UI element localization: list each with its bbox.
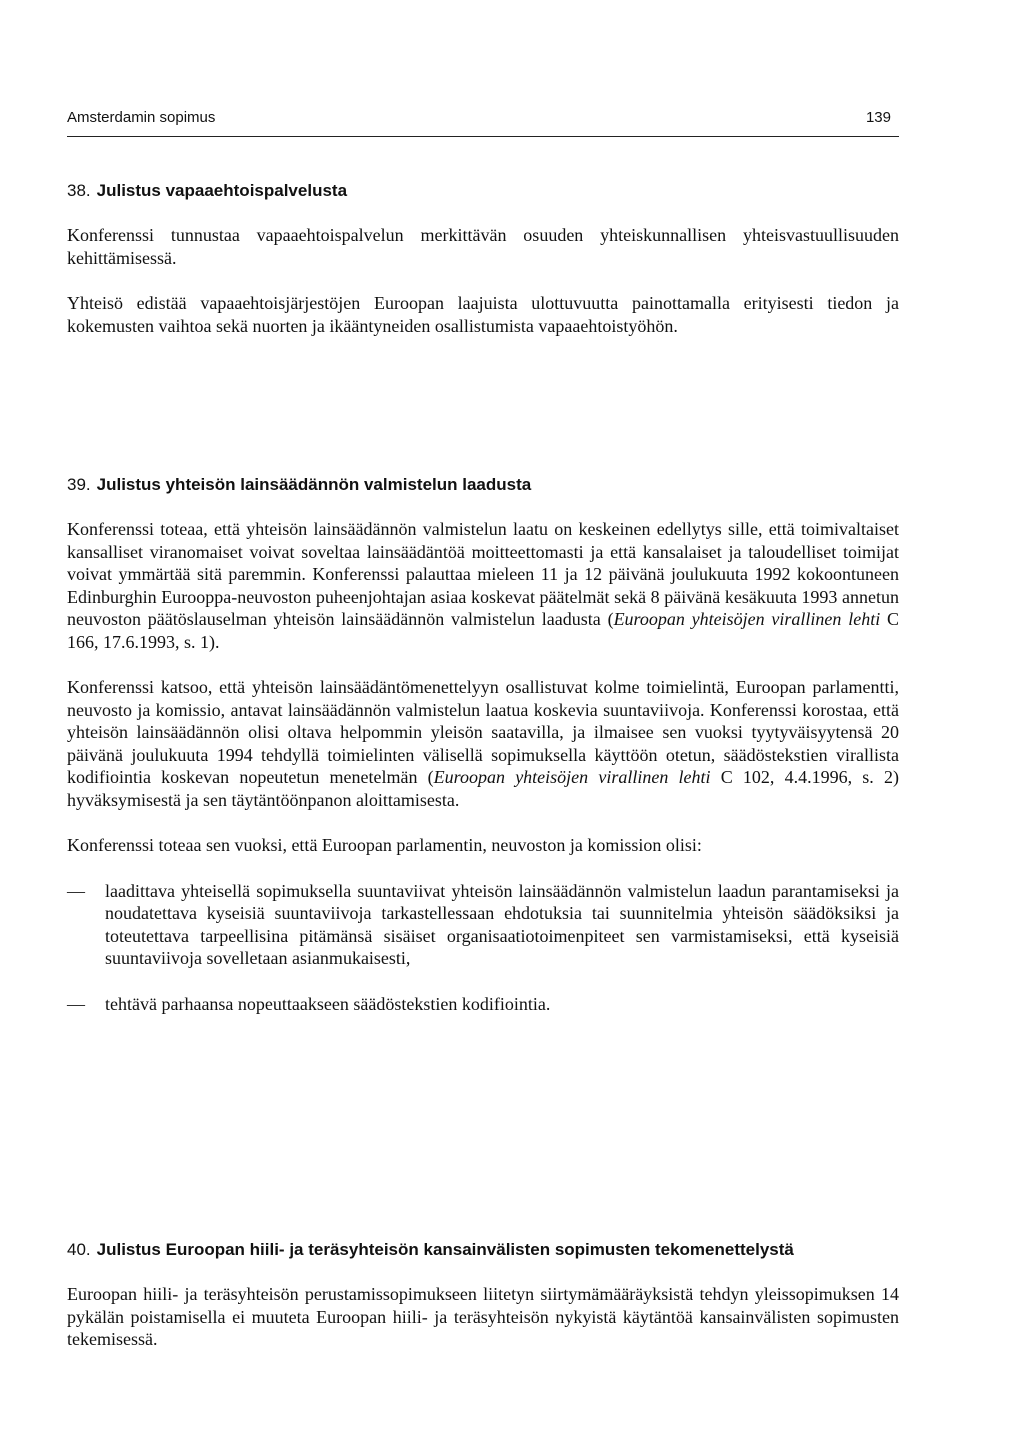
paragraph: Euroopan hiili- ja teräsyhteisön perustamissopimukseen liitetyn siirtymämääräyksistä tehdyn yleissopimuksen 14 pykälän poistamisella ei muuteta Euroopan hiili- ja teräsyhteisön nykyistä käytäntöä kansainvälisten sopimusten tekemisessä. (67, 1284, 899, 1349)
running-title: Amsterdamin sopimus (67, 109, 216, 126)
journal-reference: Euroopan yhteisöjen virallinen lehti (433, 767, 711, 787)
paragraph: Konferenssi toteaa sen vuoksi, että Euroopan parlamentin, neuvoston ja komission olisi: (67, 835, 702, 855)
document-page (67, 0, 899, 1454)
section-heading (67, 474, 899, 496)
list-item (67, 993, 899, 1016)
paragraph (67, 518, 899, 653)
section-40 (67, 1239, 899, 1374)
dash-bullet: — (67, 993, 85, 1014)
section-heading (67, 1239, 899, 1261)
section-38 (67, 180, 899, 360)
paragraph: Konferenssi tunnustaa vapaaehtoispalvelun merkittävän osuuden yhteiskunnallisen yhteisvastuullisuuden kehittämisessä. (67, 225, 899, 268)
running-header (67, 106, 899, 137)
section-title: Julistus yhteisön lainsäädännön valmistelun laadusta (96, 475, 532, 494)
journal-reference: Euroopan yhteisöjen virallinen lehti (613, 609, 881, 629)
paragraph-text: Konferenssi katsoo, että yhteisön lainsäädäntömenettelyyn osallistuvat kolme toimielintä, Euroopan parlamentti, neuvosto ja komissio, antavat lainsäädännön valmistelun laatua koskevia suuntaviivoja. Konferenssi korostaa, että yhteisön lainsäädännön olisi oltava helpommin yleisön saatavilla, ja ilmaisee sen vuoksi tyytyväisyytensä 20 päivänä joulukuuta 1994 tehdyllä toimielinten välisellä sopimuksella käyttöön otetun, säädöstekstien virallista kodifiointia koskevan nopeutetun menetelmän ( (67, 677, 899, 787)
paragraph-text: C 166, 17.6.1993, s. 1). (67, 609, 899, 652)
section-title: Julistus Euroopan hiili- ja teräsyhteisön kansainvälisten sopimusten tekomenettelystä (96, 1240, 794, 1259)
section-heading (67, 180, 899, 202)
page-number: 139 (865, 109, 891, 126)
section-number: 38. (67, 181, 91, 200)
paragraph-text: Konferenssi toteaa, että yhteisön lainsäädännön valmistelun laatu on keskeinen edellytys sille, että toimivaltaiset kansalliset viranomaiset voivat soveltaa lainsäädäntöä moitteettomasti ja että kansalaiset ja taloudelliset toimijat voivat ymmärtää sitä paremmin. Konferenssi palauttaa mieleen 11 ja 12 päivänä joulukuuta 1992 kokoontuneen Edinburghin Eurooppa-neuvoston puheenjohtajan asiaa koskevat päätelmät sekä 8 päivänä kesäkuuta 1993 annetun neuvoston päätöslauselman yhteisön lainsäädännön valmistelun laadusta ( (67, 519, 899, 629)
section-number: 40. (67, 1240, 91, 1259)
section-title: Julistus vapaaehtoispalvelusta (96, 181, 348, 200)
dash-bullet: — (67, 880, 85, 901)
section-39 (67, 474, 899, 1038)
paragraph: Yhteisö edistää vapaaehtoisjärjestöjen Euroopan laajuista ulottuvuutta painottamalla erityisesti tiedon ja kokemusten vaihtoa sekä nuorten ja ikääntyneiden osallistumista vapaaehtoistyöhön. (67, 293, 899, 336)
list-item-text: laadittava yhteisellä sopimuksella suuntaviivat yhteisön lainsäädännön valmistelun laadun parantamiseksi ja noudatettava kyseisiä suuntaviivoja tarkastellessaan ehdotuksia tai suunnitelmia yhteisön säädöksiksi ja toteutettava tarpeellisina pitämänsä sisäiset organisaatiotoimenpiteet sen varmistamiseksi, että kyseisiä suuntaviivoja sovelletaan asianmukaisesti, (105, 880, 899, 968)
paragraph (67, 676, 899, 811)
paragraph-text: C 102, 4.4.1996, s. 2) hyväksymisestä ja sen täytäntöönpanon aloittamisesta. (67, 767, 899, 810)
section-number: 39. (67, 475, 91, 494)
list-item-text: tehtävä parhaansa nopeuttaakseen säädöstekstien kodifiointia. (105, 993, 551, 1014)
list-item (67, 880, 899, 970)
